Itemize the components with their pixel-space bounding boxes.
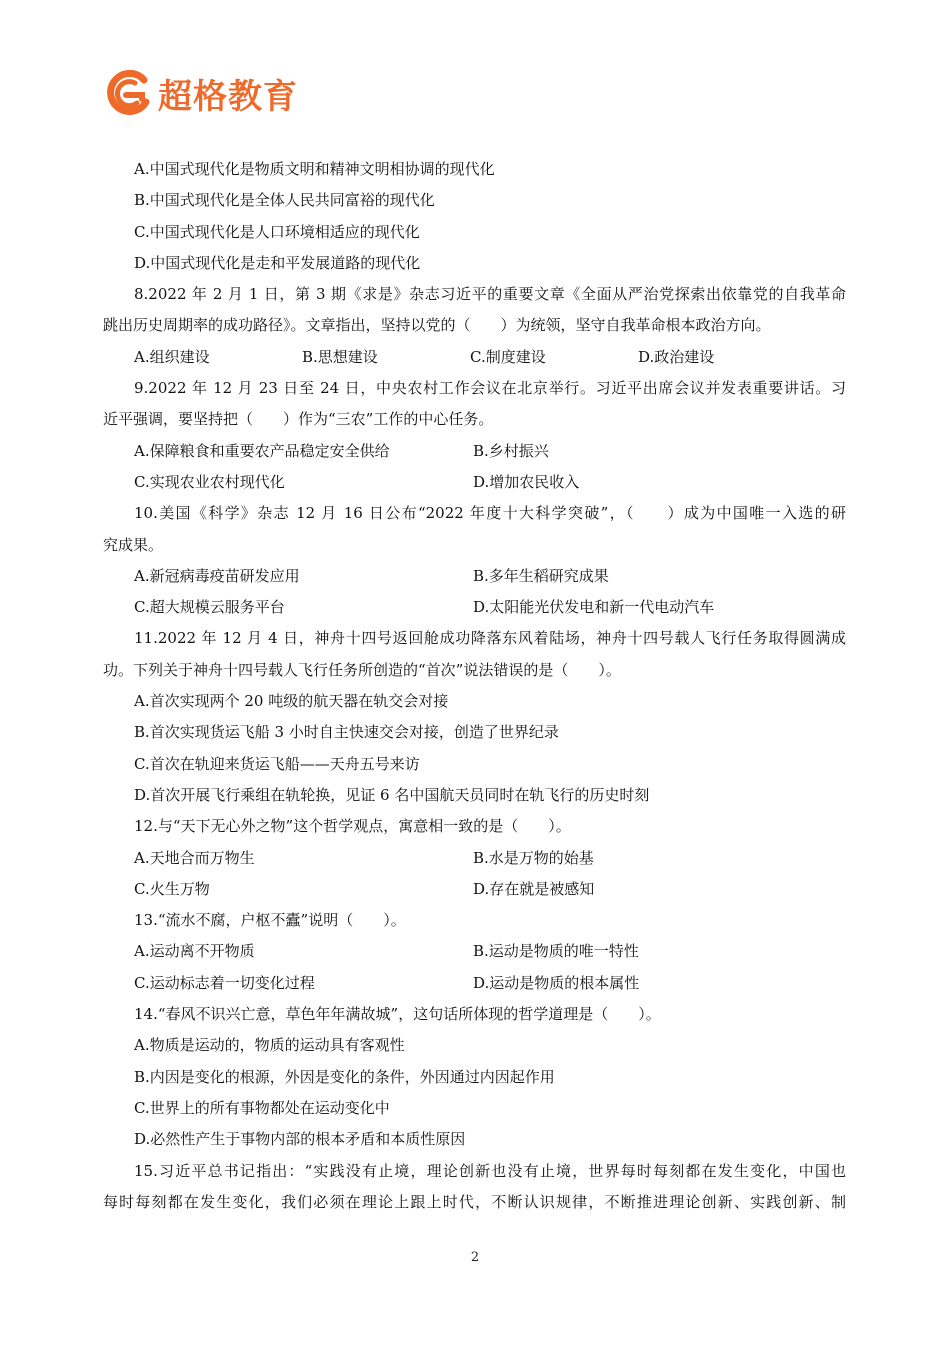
q13-option-b: B.运动是物质的唯一特性 xyxy=(473,942,639,961)
document-body xyxy=(103,154,846,1218)
q12-option-a: A.天地合而万物生 xyxy=(134,848,255,867)
q9-stem-line2: 近平强调，要坚持把（ ）作为“三农”工作的中心任务。 xyxy=(103,410,494,429)
q13-options-row2 xyxy=(134,968,846,999)
q15-stem-line2: 每时每刻都在发生变化，我们必须在理论上跟上时代，不断认识规律，不断推进理论创新、实践创新、制 xyxy=(103,1192,846,1211)
q9-option-a: A.保障粮食和重要农产品稳定安全供给 xyxy=(134,441,390,460)
q7-option-b: B.中国式现代化是全体人民共同富裕的现代化 xyxy=(134,191,435,210)
q13-option-a: A.运动离不开物质 xyxy=(134,942,255,961)
q10-option-d: D.太阳能光伏发电和新一代电动汽车 xyxy=(473,598,715,617)
q10-options-row2 xyxy=(134,592,846,623)
q11-option-d: D.首次开展飞行乘组在轨轮换，见证 6 名中国航天员同时在轨飞行的历史时刻 xyxy=(134,785,650,804)
q12-stem: 12.与“天下无心外之物”这个哲学观点，寓意相一致的是（ ）。 xyxy=(134,817,571,836)
q14-option-b: B.内因是变化的根源，外因是变化的条件，外因通过内因起作用 xyxy=(134,1067,555,1086)
q10-option-c: C.超大规模云服务平台 xyxy=(134,598,285,617)
q13-stem: 13.“流水不腐，户枢不蠹”说明（ ）。 xyxy=(134,911,406,930)
q12-option-c: C.火生万物 xyxy=(134,879,210,898)
q8-option-c: C.制度建设 xyxy=(470,347,546,366)
q12-option-b: B.水是万物的始基 xyxy=(473,848,594,867)
q14-stem: 14.“春风不识兴亡意，草色年年满故城”，这句话所体现的哲学道理是（ ）。 xyxy=(134,1005,661,1024)
q7-option-a: A.中国式现代化是物质文明和精神文明相协调的现代化 xyxy=(134,160,495,178)
q11-stem-line1: 11.2022 年 12 月 4 日，神舟十四号返回舱成功降落东风着陆场，神舟十四号载人飞行任务取得圆满成 xyxy=(134,629,846,648)
q12-options-row1 xyxy=(134,843,846,874)
q10-stem-line1: 10.美国《科学》杂志 12 月 16 日公布“2022 年度十大科学突破”，（ ）成为中国唯一入选的研 xyxy=(134,504,846,523)
q10-option-a: A.新冠病毒疫苗研发应用 xyxy=(134,566,300,585)
q10-stem-line2: 究成果。 xyxy=(103,535,164,554)
q14-option-d: D.必然性产生于事物内部的根本矛盾和本质性原因 xyxy=(134,1130,466,1149)
q13-option-d: D.运动是物质的根本属性 xyxy=(473,973,640,992)
q11-option-c: C.首次在轨迎来货运飞船——天舟五号来访 xyxy=(134,754,420,773)
logo-text: 超格教育 xyxy=(158,76,298,117)
q10-option-b: B.多年生稻研究成果 xyxy=(473,566,609,585)
q12-options-row2 xyxy=(134,874,846,905)
q13-options-row1 xyxy=(134,936,846,967)
q11-option-b: B.首次实现货运飞船 3 小时自主快速交会对接，创造了世界纪录 xyxy=(134,723,559,742)
q9-option-b: B.乡村振兴 xyxy=(473,441,549,460)
q8-option-d: D.政治建设 xyxy=(638,347,715,366)
q11-option-a: A.首次实现两个 20 吨级的航天器在轨交会对接 xyxy=(134,692,449,711)
q10-options-row1 xyxy=(134,561,846,592)
q8-options xyxy=(134,342,846,373)
q9-options-row1 xyxy=(134,436,846,467)
q9-options-row2 xyxy=(134,467,846,498)
q14-option-a: A.物质是运动的，物质的运动具有客观性 xyxy=(134,1036,405,1055)
q8-stem-line2: 跳出历史周期率的成功路径》。文章指出，坚持以党的（ ）为统领，坚守自我革命根本政治方向。 xyxy=(103,316,771,335)
q11-stem-line2: 功。下列关于神舟十四号载人飞行任务所创造的“首次”说法错误的是（ ）。 xyxy=(103,660,621,679)
q7-option-d: D.中国式现代化是走和平发展道路的现代化 xyxy=(134,253,421,272)
q15-stem-line1: 15.习近平总书记指出：“实践没有止境，理论创新也没有止境，世界每时每刻都在发生变化，中国也 xyxy=(134,1161,846,1180)
q9-stem-line1: 9.2022 年 12 月 23 日至 24 日，中央农村工作会议在北京举行。习近平出席会议并发表重要讲话。习 xyxy=(134,379,846,398)
q9-option-c: C.实现农业农村现代化 xyxy=(134,472,285,491)
q9-option-d: D.增加农民收入 xyxy=(473,472,580,491)
logo-icon xyxy=(104,68,154,118)
q13-option-c: C.运动标志着一切变化过程 xyxy=(134,973,315,992)
page-number: 2 xyxy=(470,1250,480,1265)
q8-option-b: B.思想建设 xyxy=(302,347,378,366)
q14-option-c: C.世界上的所有事物都处在运动变化中 xyxy=(134,1098,390,1117)
q8-option-a: A.组织建设 xyxy=(134,347,210,366)
q7-option-c: C.中国式现代化是人口环境相适应的现代化 xyxy=(134,222,420,241)
brand-logo xyxy=(104,68,298,118)
q8-stem-line1: 8.2022 年 2 月 1 日，第 3 期《求是》杂志习近平的重要文章《全面从严治党探索出依靠党的自我革命 xyxy=(134,285,846,304)
q12-option-d: D.存在就是被感知 xyxy=(473,879,595,898)
